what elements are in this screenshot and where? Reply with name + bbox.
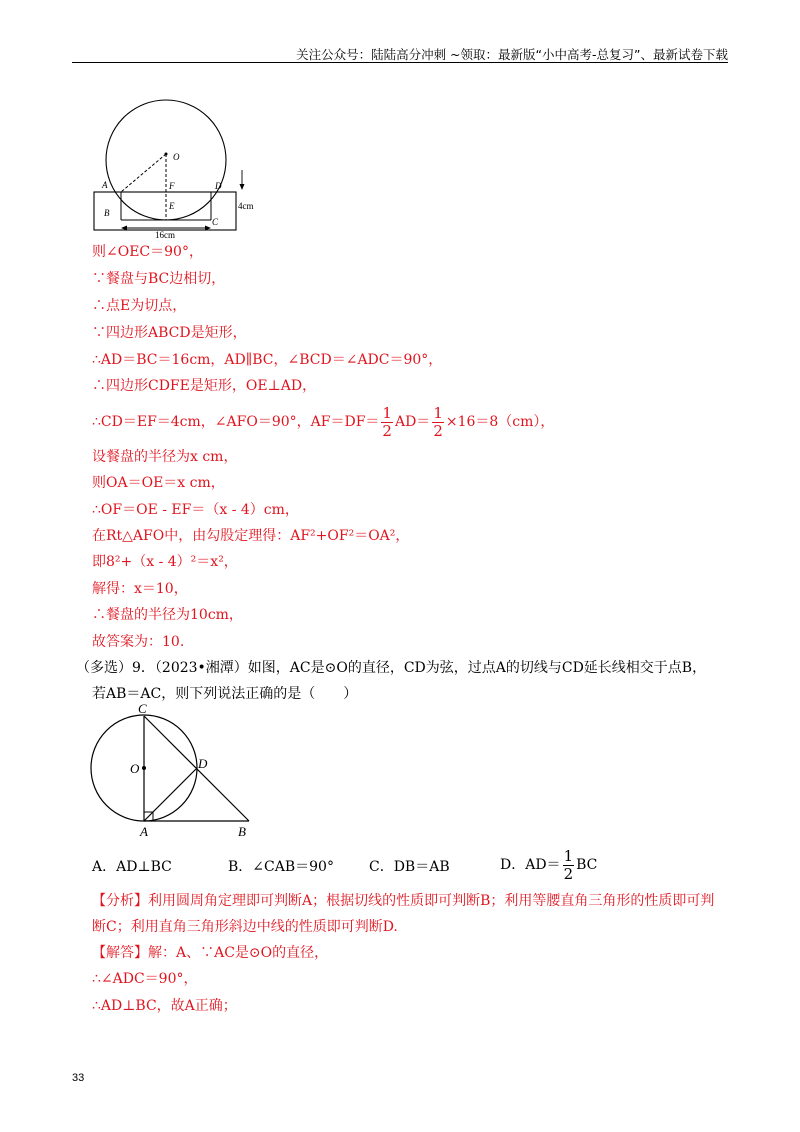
label-b: B <box>238 824 246 839</box>
option-b: B．∠CAB＝90° <box>228 859 334 875</box>
solution-line-10: 在Rt△AFO中，由勾股定理得：AF²+OF²＝OA²， <box>92 528 410 544</box>
solution-line-4: ∵四边形ABCD是矩形， <box>92 325 247 341</box>
label-f: F <box>169 181 175 191</box>
label-16cm: 16cm <box>155 230 175 240</box>
fraction-half-d: $\frac{1}{2}$ <box>563 846 574 883</box>
option-a: A．AD⊥BC <box>92 859 172 875</box>
analysis-line-1: 【分析】利用圆周角定理即可判断A；根据切线的性质即可判断B；利用等腰直角三角形的性质即可判 <box>92 893 715 909</box>
page-header <box>72 40 728 63</box>
label-a: A <box>102 180 108 190</box>
option-d: D．AD＝ $\frac{1}{2}$ BC <box>500 846 598 883</box>
label-c: C <box>212 217 219 227</box>
solution-line-12: 解得：x＝10， <box>92 581 188 597</box>
dim-arrow-top <box>240 184 245 190</box>
label-o: O <box>173 152 180 162</box>
solution-line-9: ∴OF＝OE - EF＝（x - 4）cm， <box>92 502 299 518</box>
question-line-2: 若AB＝AC，则下列说法正确的是（ ） <box>92 686 358 702</box>
analysis-line-2: 断C；利用直角三角形斜边中线的性质即可判断D. <box>92 919 398 935</box>
label-b: B <box>104 208 110 218</box>
option-c: C．DB＝AB <box>369 859 450 875</box>
solution-fraction-line: ∴CD＝EF＝4cm，∠AFO＝90°，AF＝DF＝ $\frac{1}{2}$ AD＝ $\frac{1}{2}$ ×16＝8（cm）， <box>92 403 555 440</box>
solution-line-13: ∴餐盘的半径为10cm， <box>92 607 243 623</box>
center-dot <box>165 153 168 156</box>
label-o: O <box>130 761 140 776</box>
solution-line-5: ∴AD＝BC＝16cm，AD∥BC，∠BCD＝∠ADC＝90°， <box>92 352 443 368</box>
solution-line-2: ∵餐盘与BC边相切， <box>92 271 226 287</box>
question-line-1: （多选）9．（2023•湘潭）如图，AC是⊙O的直径，CD为弦，过点A的切线与CD延长线相交于点B， <box>76 660 707 676</box>
solution-line-14: 故答案为：10. <box>92 634 185 650</box>
line-ad <box>144 769 196 821</box>
label-c: C <box>138 702 147 716</box>
label-e: E <box>169 201 175 211</box>
solution-line-8: 则OA＝OE＝x cm， <box>92 475 225 491</box>
answer-line-2: ∴∠ADC＝90°， <box>92 971 198 987</box>
answer-line-3: ∴AD⊥BC，故A正确； <box>92 998 237 1014</box>
solution-line-11: 即8²+（x - 4）²＝x²， <box>92 554 238 570</box>
fraction-half: $\frac{1}{2}$ <box>382 403 392 440</box>
fraction-half-2: $\frac{1}{2}$ <box>433 403 443 440</box>
header-text: 关注公众号：陆陆高分冲刺 ~领取：最新版“小中高考-总复习”、最新试卷下载 <box>296 47 728 62</box>
label-a: A <box>140 824 148 839</box>
solution-line-6: ∴四边形CDFE是矩形，OE⊥AD， <box>92 378 317 394</box>
solution-line-3: ∴点E为切点， <box>92 298 187 314</box>
label-d: D <box>198 756 208 771</box>
line-oa <box>121 154 166 192</box>
figure-plate-circle <box>92 90 272 240</box>
label-4cm: 4cm <box>238 201 254 211</box>
answer-line-1: 【解答】解：A、∵AC是⊙O的直径， <box>92 945 329 961</box>
page-number: 33 <box>72 1072 85 1084</box>
solution-line-7: 设餐盘的半径为x cm， <box>92 449 238 465</box>
center-dot <box>142 766 146 770</box>
solution-line-1: 则∠OEC＝90°， <box>92 244 203 260</box>
label-d: D <box>215 181 222 191</box>
figure-circle-tangent <box>88 702 268 842</box>
